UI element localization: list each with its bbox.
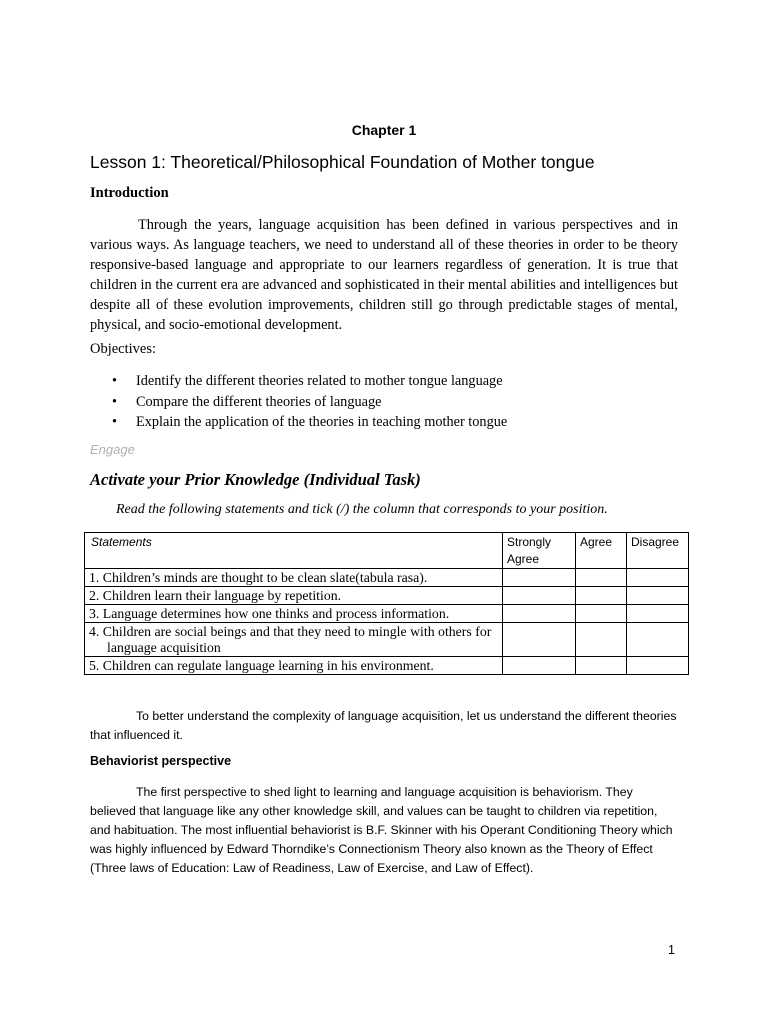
behaviorist-heading: Behaviorist perspective — [90, 754, 232, 768]
objectives-heading: Objectives: — [90, 341, 157, 357]
table-row — [85, 569, 689, 587]
disagree-cell[interactable] — [627, 605, 689, 623]
introduction-paragraph — [90, 215, 678, 335]
strongly-agree-cell[interactable] — [503, 569, 576, 587]
statement-cell: 2. Children learn their language by repetition. — [85, 587, 503, 605]
statement-cell: 4. Children are social beings and that they need to mingle with others for language acquisition — [85, 623, 503, 657]
strongly-agree-cell[interactable] — [503, 587, 576, 605]
list-item: • Identify the different theories related to mother tongue language — [112, 371, 507, 392]
agree-cell[interactable] — [576, 605, 627, 623]
bullet-icon: • — [112, 414, 118, 430]
disagree-cell[interactable] — [627, 587, 689, 605]
list-item: • Explain the application of the theories in teaching mother tongue — [112, 412, 507, 433]
table-row — [85, 657, 689, 675]
table-row — [85, 623, 689, 657]
table-row — [85, 587, 689, 605]
disagree-cell[interactable] — [627, 657, 689, 675]
disagree-cell[interactable] — [627, 623, 689, 657]
strongly-agree-cell[interactable] — [503, 657, 576, 675]
page-number: 1 — [668, 943, 675, 957]
introduction-heading: Introduction — [90, 185, 169, 201]
activity-instruction: Read the following statements and tick (/) the column that corresponds to your position. — [116, 502, 608, 517]
agree-cell[interactable] — [576, 587, 627, 605]
strongly-agree-cell[interactable] — [503, 623, 576, 657]
chapter-heading: Chapter 1 — [351, 122, 417, 138]
engage-label: Engage — [90, 442, 135, 457]
disagree-cell[interactable] — [627, 569, 689, 587]
lesson-title: Lesson 1: Theoretical/Philosophical Foundation of Mother tongue — [90, 152, 595, 172]
activity-title: Activate your Prior Knowledge (Individual Task) — [90, 470, 421, 489]
table-row — [85, 605, 689, 623]
statement-cell: 1. Children’s minds are thought to be clean slate(tabula rasa). — [85, 569, 503, 587]
header-agree: Agree — [576, 533, 627, 569]
bullet-icon: • — [112, 373, 118, 389]
introduction-text: Through the years, language acquisition has been defined in various perspectives and in various ways. As language teachers, we need to understand all of these theories in order to be theory responsive-based language and appropriate to our learners regardless of generation. It is true that children in the current era are advanced and sophisticated in their mental abilities and intelligences but despite all of these evolution improvements, children still go through predictable stages of mental, physical, and socio-emotional development. — [90, 217, 678, 333]
agree-cell[interactable] — [576, 657, 627, 675]
transition-paragraph: To better understand the complexity of language acquisition, let us understand the different theories that influenced it. — [90, 709, 677, 742]
table-header-row — [85, 533, 689, 569]
statements-table — [84, 532, 689, 675]
strongly-agree-cell[interactable] — [503, 605, 576, 623]
header-disagree: Disagree — [627, 533, 689, 569]
bullet-icon: • — [112, 393, 118, 410]
agree-cell[interactable] — [576, 623, 627, 657]
header-strongly-agree: Strongly Agree — [503, 533, 576, 569]
statement-cell: 3. Language determines how one thinks and process information. — [85, 605, 503, 623]
agree-cell[interactable] — [576, 569, 627, 587]
header-statements: Statements — [85, 533, 503, 569]
list-item: • Compare the different theories of language — [112, 392, 507, 413]
statement-cell: 5. Children can regulate language learning in his environment. — [85, 657, 503, 675]
objectives-list — [112, 371, 507, 433]
behaviorist-paragraph: The first perspective to shed light to learning and language acquisition is behaviorism. They believed that language like any other knowledge skill, and values can be taught to children via repetition, and habituation. The most influential behaviorist is B.F. Skinner with his Operant Conditioning Theory which was highly influenced by Edward Thorndike’s Connectionism Theory also known as the Theory of Effect (Three laws of Education: Law of Readiness, Law of Exercise, and Law of Effect). — [90, 785, 673, 875]
